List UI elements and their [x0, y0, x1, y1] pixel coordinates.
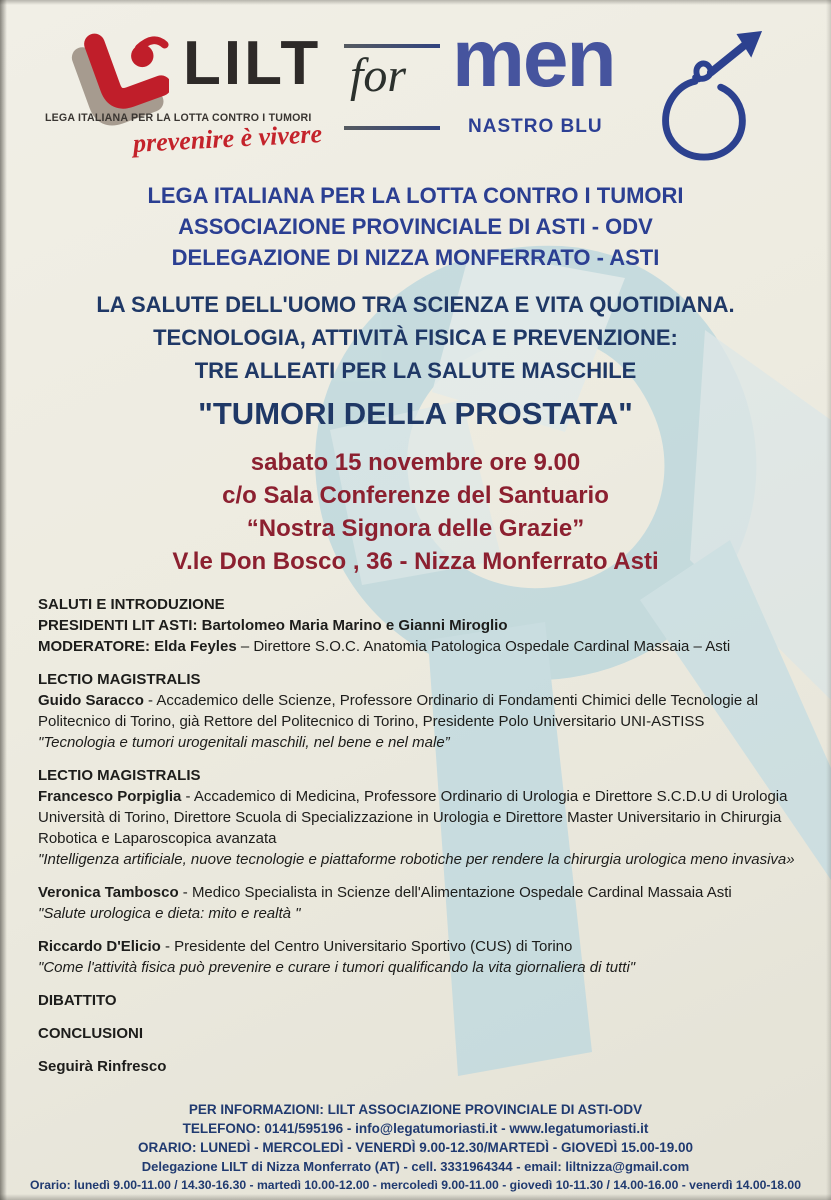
footer-contact-line: Delegazione LILT di Nizza Monferrato (AT) - cell. 3331964344 - email: liltnizza@gmail.com [141, 1159, 690, 1174]
photo-edge [0, 1194, 831, 1200]
program-paragraph [38, 1056, 805, 1077]
program-text-segment: "Intelligenza artificiale, nuove tecnologie e piattaforme robotiche per rendere la chirurgia urologica meno invasiva» [38, 851, 795, 868]
program-text-segment: Riccardo D'Elicio [38, 938, 161, 955]
program-text-segment: PRESIDENTI LIT ASTI: Bartolomeo Maria Marino e Gianni Miroglio [38, 617, 508, 634]
rule-line [344, 126, 440, 130]
program-paragraph [38, 990, 805, 1011]
program-text-segment: Francesco Porpiglia [38, 788, 182, 805]
organization-header-line: ASSOCIAZIONE PROVINCIALE DI ASTI - ODV [178, 214, 653, 239]
program-text-segment: CONCLUSIONI [38, 1025, 143, 1042]
program-paragraph [38, 636, 805, 657]
photo-edge [0, 0, 7, 1200]
program-text-segment: SALUTI E INTRODUZIONE [38, 596, 225, 613]
organization-header-line: DELEGAZIONE DI NIZZA MONFERRATO - ASTI [171, 245, 660, 270]
program-paragraph [38, 936, 805, 957]
program-paragraph [38, 1023, 805, 1044]
program-text-segment: MODERATORE: Elda Feyles [38, 638, 241, 655]
program-paragraph [38, 732, 805, 753]
footer-contact-line: ORARIO: LUNEDÌ - MERCOLEDÌ - VENERDÌ 9.00-12.30/MARTEDÌ - GIOVEDÌ 15.00-19.00 [137, 1140, 694, 1155]
program-paragraph [38, 849, 805, 870]
program-paragraph [38, 615, 805, 636]
lilt-acronym: LILT [183, 29, 322, 98]
program-text-segment: - Accademico di Medicina, Professore Ordinario di Urologia e Direttore S.C.D.U di Urologia Università di Torino, Direttore Scuola di Specializzazione in Urologia e Direttore Master Universitario in Chirurgia Robotica e Laparoscopica avanzata [38, 788, 788, 847]
footer-contact-line: PER INFORMAZIONI: LILT ASSOCIAZIONE PROVINCIALE DI ASTI-ODV [188, 1102, 643, 1117]
lilt-caption: LEGA ITALIANA PER LA LOTTA CONTRO I TUMORI [45, 112, 312, 124]
formen-men-word: men [452, 13, 615, 104]
footer-contacts [0, 1100, 831, 1195]
program-text-segment: "Tecnologia e tumori urogenitali maschili, nel bene e nel male” [38, 734, 450, 751]
organization-header-line: LEGA ITALIANA PER LA LOTTA CONTRO I TUMORI [147, 183, 684, 208]
program-text-segment: Veronica Tambosco [38, 884, 179, 901]
program-text-segment: "Salute urologica e dieta: mito e realtà " [38, 905, 301, 922]
program-paragraph [38, 690, 805, 732]
event-when-where-line: “Nostra Signora delle Grazie” [246, 515, 585, 542]
program-text-segment: – Direttore S.O.C. Anatomia Patologica Ospedale Cardinal Massaia – Asti [240, 638, 731, 655]
lilt-motto: prevenire è vivere [132, 119, 323, 158]
program-paragraph [38, 669, 805, 690]
program-text-segment: - Accademico delle Scienze, Professore Ordinario di Fondamenti Chimici delle Tecnologie al Politecnico di Torino, già Rettore del Politecnico di Torino, Presidente Polo Universitario UNI-ASTISS [38, 692, 759, 730]
formen-logo [340, 13, 780, 168]
program-paragraph [38, 765, 805, 786]
program-text-segment: DIBATTITO [38, 992, 117, 1009]
photo-edge [0, 0, 831, 5]
organization-header [0, 180, 831, 273]
program-text-segment: "Come l'attività fisica può prevenire e curare i tumori qualificando la vita giornaliera di tutti" [38, 959, 636, 976]
program-text-segment: Seguirà Rinfresco [38, 1058, 167, 1075]
footer-contact-line: TELEFONO: 0141/595196 - info@legatumoriasti.it - www.legatumoriasti.it [182, 1121, 649, 1136]
program-paragraph [38, 882, 805, 903]
event-theme [0, 288, 831, 387]
event-title: "TUMORI DELLA PROSTATA" [198, 396, 633, 431]
event-when-where-line: V.le Don Bosco , 36 - Nizza Monferrato Asti [172, 548, 659, 575]
male-symbol-ribbon-icon [638, 28, 766, 166]
program-text-segment: Guido Saracco [38, 692, 144, 709]
footer-contact-line: Orario: lunedì 9.00-11.00 / 14.30-16.30 - martedì 10.00-12.00 - mercoledì 9.00-11.00 - giovedì 10-11.30 / 14.00-16.00 - venerdì 14.00-18.00 [30, 1178, 801, 1192]
event-program [38, 594, 805, 1077]
event-theme-line: TECNOLOGIA, ATTIVITÀ FISICA E PREVENZIONE: [153, 325, 678, 350]
program-text-segment: - Presidente del Centro Universitario Sportivo (CUS) di Torino [160, 938, 573, 955]
program-paragraph [38, 594, 805, 615]
program-text-segment: - Medico Specialista in Scienze dell'Alimentazione Ospedale Cardinal Massaia Asti [178, 884, 732, 901]
event-when-where-line: c/o Sala Conferenze del Santuario [222, 482, 609, 509]
formen-for-word: for [350, 49, 407, 102]
program-paragraph [38, 903, 805, 924]
photo-edge [826, 0, 831, 1200]
event-when-where-line: sabato 15 novembre ore 9.00 [250, 449, 581, 476]
program-paragraph [38, 786, 805, 849]
event-theme-line: LA SALUTE DELL'UOMO TRA SCIENZA E VITA QUOTIDIANA. [96, 292, 735, 317]
program-text-segment: LECTIO MAGISTRALIS [38, 671, 201, 688]
program-paragraph [38, 957, 805, 978]
event-theme-line: TRE ALLEATI PER LA SALUTE MASCHILE [194, 358, 637, 383]
formen-subtitle: NASTRO BLU [468, 116, 603, 137]
event-when-where [0, 446, 831, 578]
program-text-segment: LECTIO MAGISTRALIS [38, 767, 201, 784]
lilt-logo [45, 22, 350, 172]
